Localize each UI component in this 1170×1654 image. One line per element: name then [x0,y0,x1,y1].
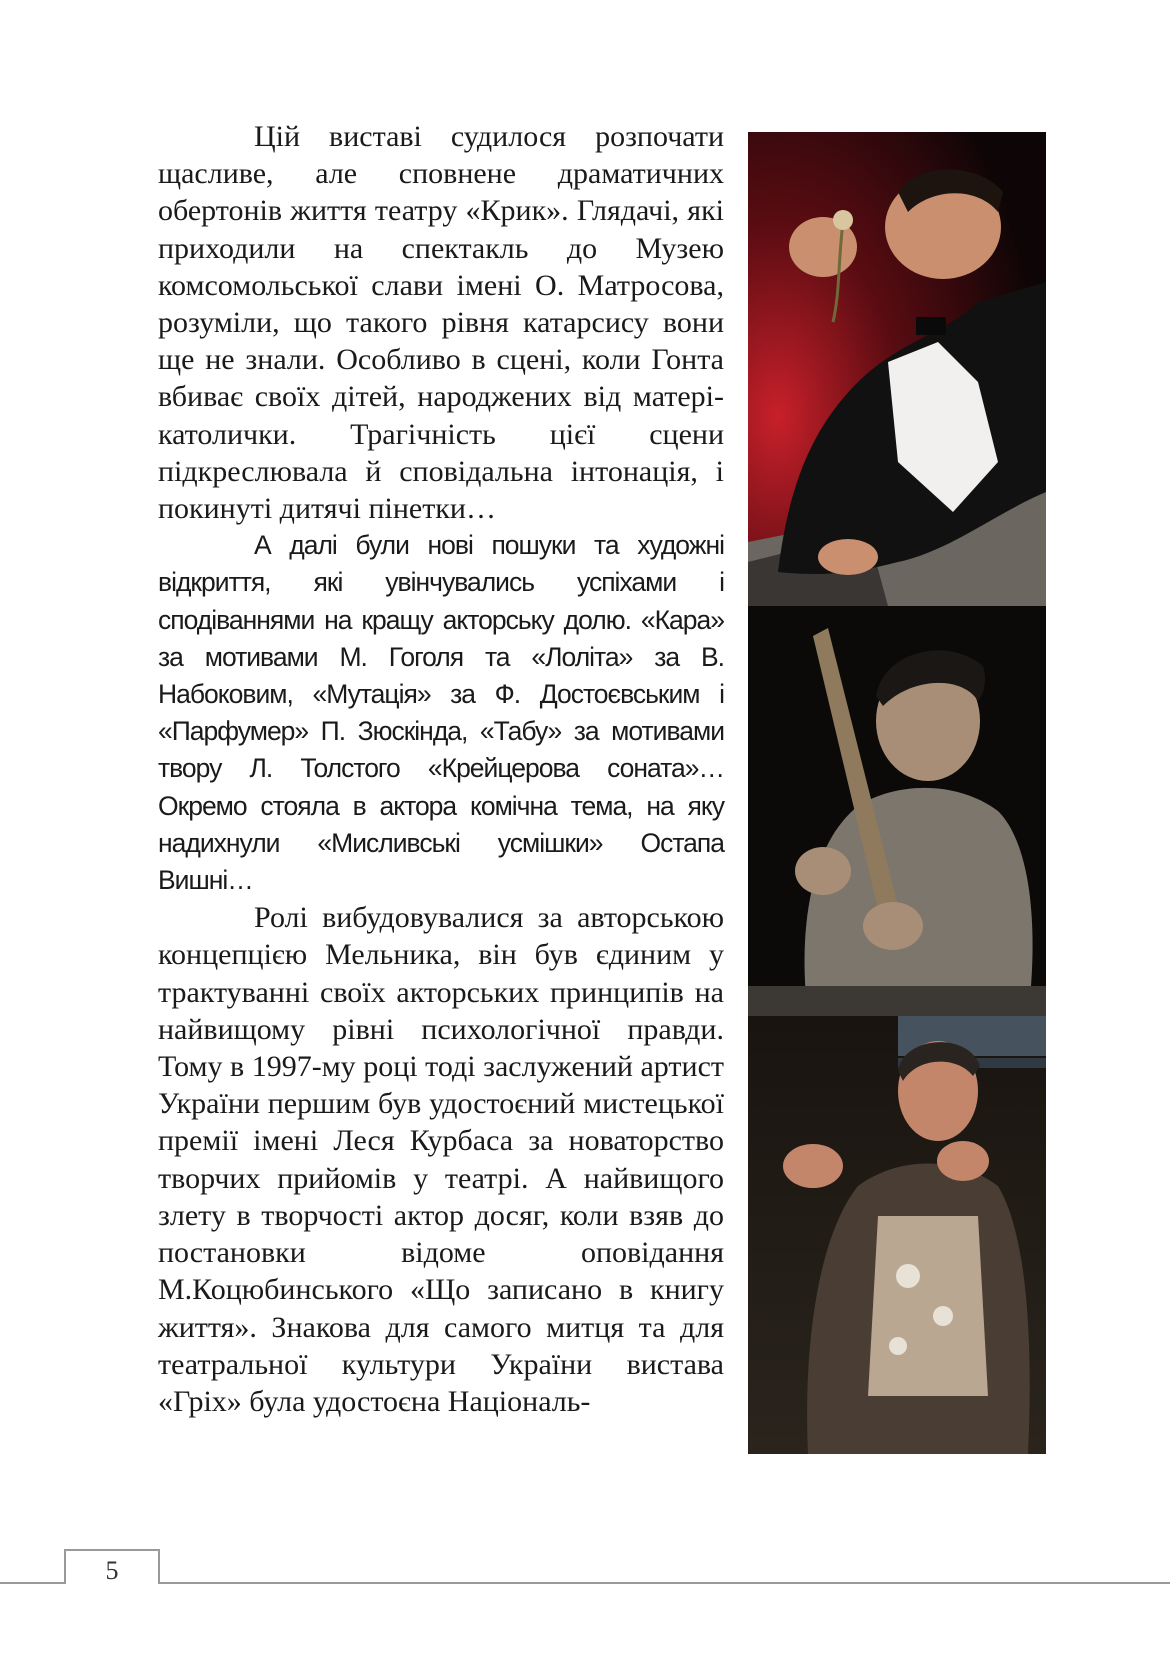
page-number: 5 [105,1556,119,1585]
stage-photo-actor-in-rags [748,1016,1046,1454]
stage-photo-actor-with-rose [748,132,1046,606]
stage-photo-actor-with-staff [748,606,1046,1016]
paragraph-3: Ролі вибудовувалися за авторською концепцією Мельника, він був єдиним у трактуванні своїх акторських принципів на найвищому рівні психологічної правди. Тому в 1997-му році тоді заслужений артист України першим був удостоєний мистецької премії імені Леся Курбаса за новаторство творчих прийомів у театрі. А найвищого злету в творчості актор досяг, коли взяв до постановки відоме оповідання М.Коцюбинського «Що записано в книгу життя». Знакова для самого митця та для театральної культури України вистава «Гріх» була удостоєна Національ- [158,901,724,1418]
photo-column [748,132,1046,1454]
paragraph-1: Цій виставі судилося розпочати щасливе, але сповнене драматичних обертонів життя театру «Крик». Глядачі, які приходили на спектакль до Музею комсомольської слави імені О. Матросова, розуміли, що такого рівня катарсису вони ще не знали. Особливо в сцені, коли Гонта вбиває своїх дітей, народжених від матері-католички. Трагічність цієї сцени підкреслювала й сповідальна інтонація, і покинуті дитячі пінетки… [158,120,724,526]
article-body [158,118,724,1420]
footer-rule [0,1582,1170,1584]
paragraph-2: А далі були нові пошуки та художні відкриття, які увінчувались успіхами і сподіваннями на кращу акторську долю. «Кара» за мотивами М. Гоголя та «Лоліта» за В. Набоковим, «Мутація» за Ф. Достоєвським і «Парфумер» П. Зюскінда, «Табу» за мотивами твору Л. Толстого «Крейцерова соната»… Окремо стояла в актора комічна тема, на яку надихнули «Мисливські усмішки» Остапа Вишні… [158,530,724,896]
